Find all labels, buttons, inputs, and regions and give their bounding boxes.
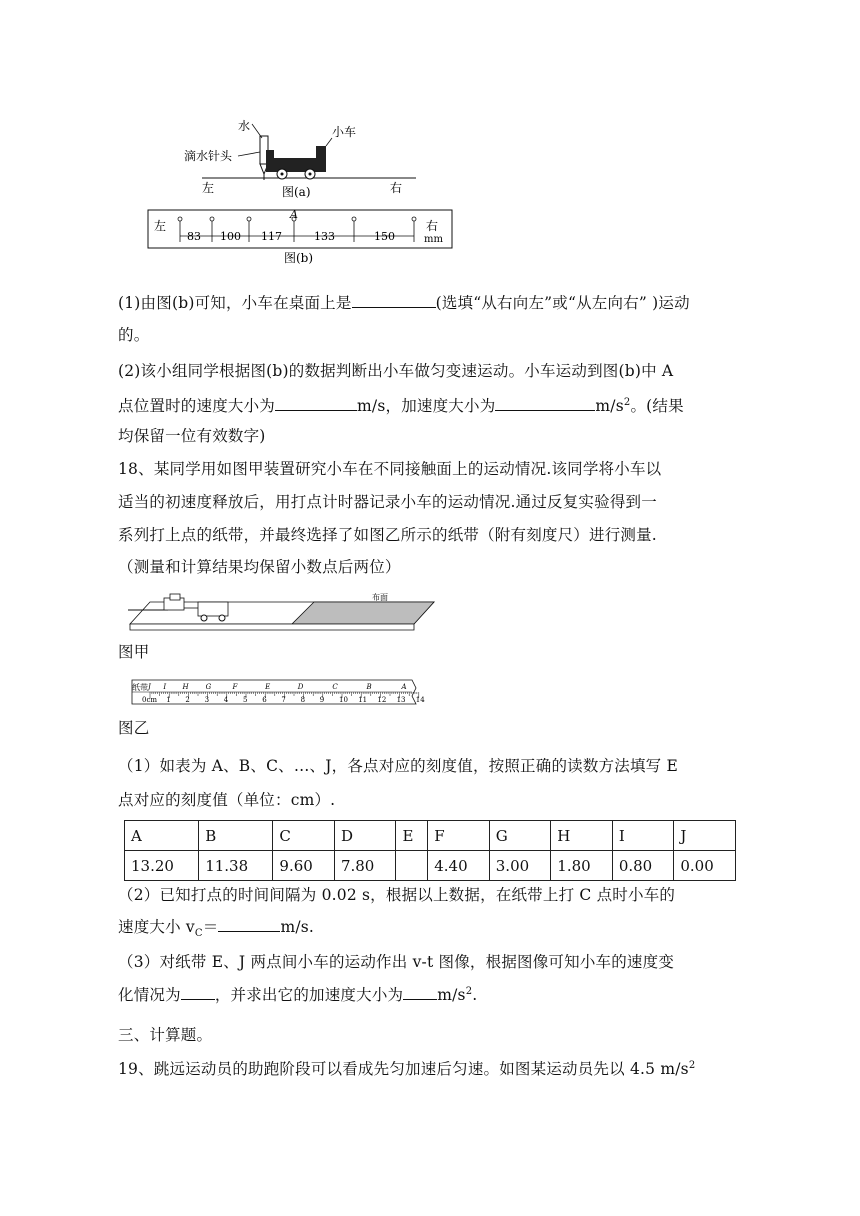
fig-a-caption: 图(a) [282, 185, 311, 199]
q18-line4: （测量和计算结果均保留小数点后两位） [118, 558, 401, 576]
q17-part2-line2: 点位置时的速度大小为 m/s，加速度大小为 $m/s^2$。(结果 [118, 392, 736, 420]
tape-label: 纸带 [132, 683, 148, 692]
figure-yi [130, 676, 425, 710]
table-header-row [125, 821, 736, 851]
ruler-number: 1 [166, 696, 171, 704]
fig-b-caption: 图(b) [284, 251, 314, 265]
figure-jia [128, 590, 438, 638]
ruler-number: 13 [396, 696, 406, 704]
tape-point-label: I [163, 683, 167, 691]
table-cell: G [489, 821, 551, 851]
answer-blank[interactable] [218, 913, 280, 932]
ruler-number: 5 [243, 696, 248, 704]
q18-line3: 系列打上点的纸带，并最终选择了如图乙所示的纸带（附有刻度尺）进行测量. [118, 526, 657, 544]
table-cell: 11.38 [199, 851, 273, 881]
figure-a [180, 112, 420, 200]
fig-yi-caption: 图乙 [118, 719, 150, 737]
ruler-number: 10 [339, 696, 348, 704]
table-cell: H [551, 821, 613, 851]
q18-s3-line2: 化情况为 ，并求出它的加速度大小为 $m/s^2$. [118, 981, 736, 1009]
tape-point-label: J [148, 683, 151, 691]
table-cell: D [334, 821, 396, 851]
table-value-row [125, 851, 736, 881]
table-cell: E [396, 821, 428, 851]
ruler-number: 8 [300, 696, 306, 704]
table-cell: 3.00 [489, 851, 551, 881]
q18-s1-line2: 点对应的刻度值（单位：cm）. [118, 791, 336, 809]
q18-line1: 18、某同学用如图甲装置研究小车在不同接触面上的运动情况.该同学将小车以 [118, 460, 662, 478]
tape-point-label: B [366, 683, 372, 691]
table-cell: 7.80 [334, 851, 396, 881]
answer-blank[interactable] [403, 981, 437, 1000]
q17-part1: (1)由图(b)可知，小车在桌面上是 (选填“从右向左”或“从左向右” )运动 [118, 289, 736, 317]
tape-point-label: E [265, 683, 271, 691]
ruler-number: 3 [204, 696, 210, 704]
q19-line1: 19、跳远运动员的助跑阶段可以看成先匀加速后匀速。如图某运动员先以 4.5 $m/s^2$ [118, 1059, 696, 1078]
answer-blank[interactable] [495, 392, 595, 411]
tape-point-label: G [205, 683, 212, 691]
fig-b-point-a: A [290, 208, 298, 221]
tape-point-label: H [182, 683, 189, 691]
figure-b [146, 206, 456, 268]
segment-label: 100 [220, 230, 241, 243]
tape-point-label: A [401, 683, 407, 691]
table-cell: B [199, 821, 273, 851]
table-cell: 9.60 [273, 851, 335, 881]
table-cell: 0.80 [612, 851, 674, 881]
fig-a-right: 右 [390, 181, 403, 195]
table-cell: 4.40 [428, 851, 490, 881]
ruler-number: 7 [281, 696, 286, 704]
tape-point-label: D [297, 683, 304, 691]
table-cell: 1.80 [551, 851, 613, 881]
table-cell: 0.00 [674, 851, 736, 881]
ruler-number: 4 [223, 696, 229, 704]
ruler-number: 9 [319, 696, 325, 704]
q18-s3-line1: （3）对纸带 E、J 两点间小车的运动作出 v-t 图像，根据图像可知小车的速度变 [118, 953, 675, 971]
cloth-label: 布面 [372, 593, 388, 602]
ruler-number: 12 [377, 696, 387, 704]
segment-label: 150 [374, 230, 395, 243]
ruler-unit: 0cm [142, 696, 158, 704]
q17-part2-line3: 均保留一位有效数字) [118, 427, 266, 445]
table-cell: 13.20 [125, 851, 199, 881]
fig-jia-caption: 图甲 [118, 643, 150, 661]
table-cell-e-answer[interactable] [396, 851, 428, 881]
answer-blank[interactable] [275, 392, 357, 411]
tape-point-label: F [232, 683, 238, 691]
table-cell: I [612, 821, 674, 851]
q18-s2-line2: 速度大小 $v_C= m/s$. [118, 913, 736, 941]
answer-blank[interactable] [352, 289, 436, 308]
fig-b-left: 左 [154, 219, 167, 233]
q18-s2-line1: （2）已知打点的时间间隔为 0.02 s，根据以上数据，在纸带上打 C 点时小车的 [118, 886, 676, 904]
ruler-number: 2 [185, 696, 190, 704]
segment-label: 133 [314, 230, 335, 243]
segment-label: 117 [261, 230, 282, 243]
scale-table [124, 820, 736, 881]
water-label: 水 [238, 119, 251, 133]
ruler-number: 14 [415, 696, 425, 704]
q18-s1-line1: （1）如表为 A、B、C、…、J，各点对应的刻度值，按照正确的读数方法填写 E [118, 757, 678, 775]
q17-part2: (2)该小组同学根据图(b)的数据判断出小车做匀变速运动。小车运动到图(b)中 A [118, 362, 674, 380]
tape-point-label: C [332, 683, 338, 691]
section-heading: 三、计算题。 [118, 1026, 213, 1044]
fig-b-right: 右 [426, 219, 439, 233]
table-cell: A [125, 821, 199, 851]
fig-b-unit: mm [424, 234, 443, 245]
segment-label: 83 [187, 230, 201, 243]
answer-blank[interactable] [181, 981, 215, 1000]
ruler-number: 11 [358, 696, 368, 704]
q18-line2: 适当的初速度释放后，用打点计时器记录小车的运动情况.通过反复实验得到一 [118, 493, 657, 511]
fig-a-left: 左 [202, 181, 215, 195]
q17-part1-cont: 的。 [118, 326, 150, 344]
car-label: 小车 [332, 125, 357, 139]
table-cell: F [428, 821, 490, 851]
table-cell: C [273, 821, 335, 851]
table-cell: J [674, 821, 736, 851]
ruler-number: 6 [262, 696, 267, 704]
needle-label: 滴水针头 [184, 149, 233, 163]
